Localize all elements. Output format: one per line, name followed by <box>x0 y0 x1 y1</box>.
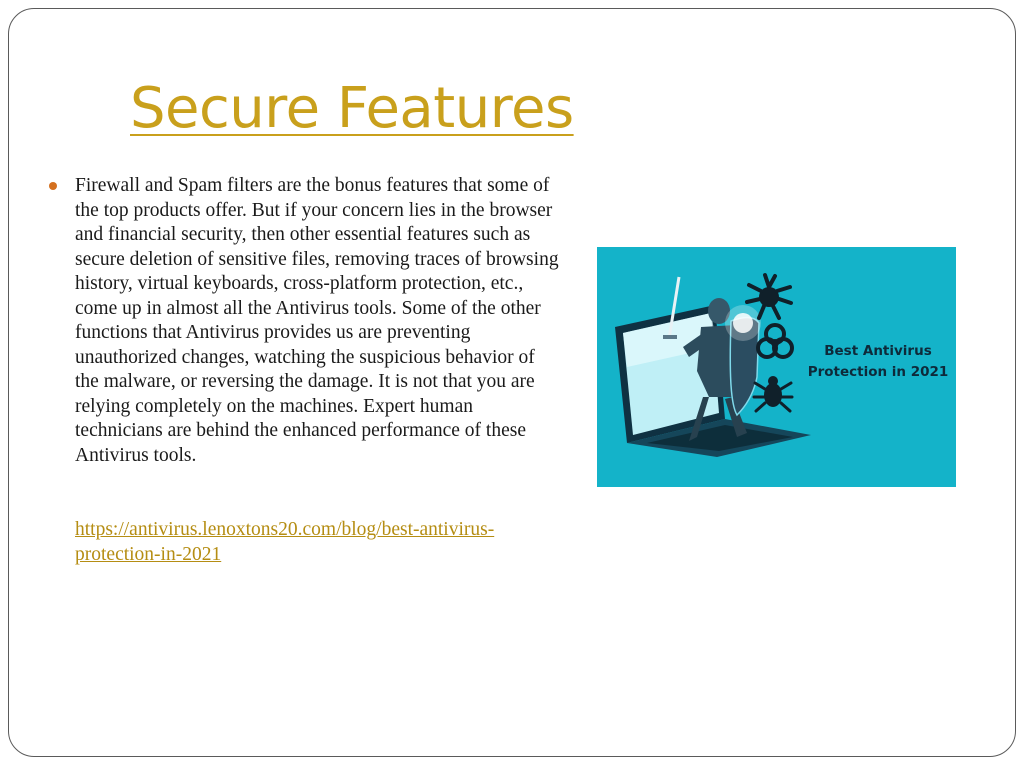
bullet-text: Firewall and Spam filters are the bonus features that some of the top products offer. But if your concern lies in the browser and financial security, then other essential features such as secure deletion of sensitive files, removing traces of browsing history, virtual keyboards, cross-platform protection, etc., come up in almost all the Antivirus tools. Some of the other functions that Antivirus provides us are preventing unauthorized changes, watching the suspicious behavior of the malware, or reversing the damage. It is not that you are relying completely on the machines. Expert human technicians are behind the enhanced performance of these Antivirus tools. <box>75 175 559 466</box>
image-caption-line2: Protection in 2021 <box>807 364 949 380</box>
source-link[interactable]: https://antivirus.lenoxtons20.com/blog/best-antivirus-protection-in-2021 <box>75 519 495 565</box>
bullet-icon <box>49 182 57 190</box>
image-caption-line1: Best Antivirus <box>824 343 932 359</box>
biohazard-icon <box>758 325 792 357</box>
slide-title: Secure Features <box>130 76 574 141</box>
bug-icon <box>754 376 792 411</box>
antivirus-illustration <box>597 247 956 487</box>
